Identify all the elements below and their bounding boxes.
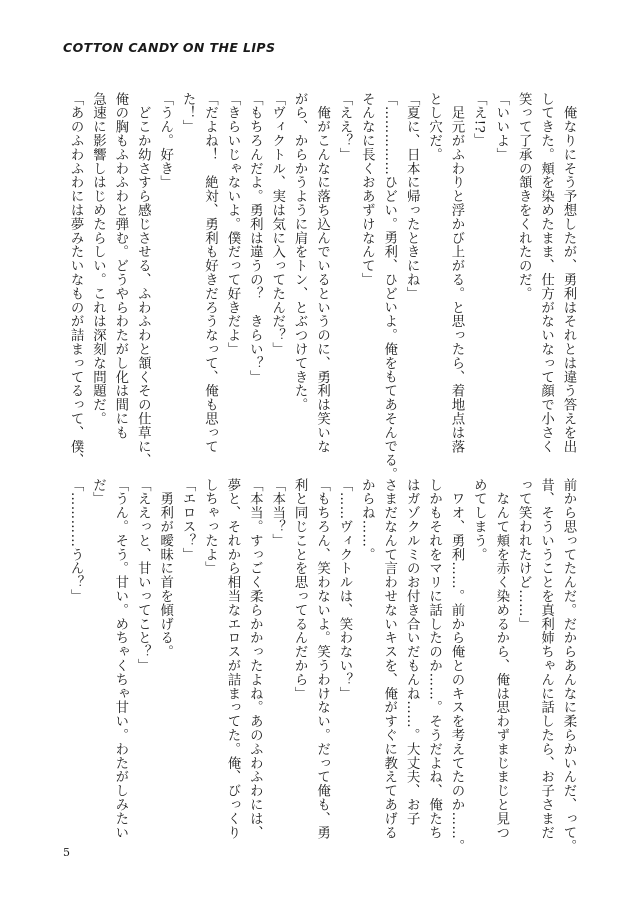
text-line: だ」 (90, 478, 106, 506)
text-line: って笑われたけど……」 (516, 478, 532, 631)
text-line: 「……………ひどい。勇利、ひどいよ。俺をもてあそんでる。 (381, 92, 397, 482)
text-line: 夢と、それから相当なエロスが詰まってた。俺、びっくり (224, 478, 240, 840)
text-line: とし穴だ。 (426, 92, 442, 162)
text-line: 前から思ってたんだ。だからあんなに柔らかいんだ、って。 (561, 478, 576, 854)
text-line: 「ええ？」 (336, 92, 352, 162)
text-line: 足元がふわりと浮かび上がる。と思ったら、着地点は落 (448, 92, 464, 454)
text-line: 「だよね！ 絶対、勇利も好きだろうなって、俺も思って (202, 92, 218, 454)
body-text-upper (64, 92, 579, 482)
text-line: しかもそれをマリに話したのか……。そうだよね、俺たち (426, 478, 442, 840)
text-line: 俺なりにそう予想したが、勇利はそれとは違う答えを出 (561, 92, 576, 454)
text-line: 「もちろん、笑わないよ。笑うわけない。だって俺も、勇 (314, 478, 330, 840)
text-line: めてしまう。 (471, 478, 487, 562)
text-line: 俺の胸もふわふわと弾む。どうやらわたがし化は間にも (112, 92, 128, 440)
running-header-title: COTTON CANDY ON THE LIPS (63, 40, 276, 55)
text-line: た！」 (180, 92, 196, 134)
text-line: 俺がこんなに落ち込んでいるというのに、勇利は笑いな (314, 92, 330, 454)
text-line: 「え!?」 (471, 92, 487, 148)
text-line: 「ええっと、甘いってこと？」 (135, 478, 151, 673)
body-text-lower (64, 478, 579, 854)
text-line: してきた。頬を染めたまま、仕方がないなって顔で小さく (538, 92, 554, 454)
text-line: 笑って了承の頷きをくれたのだ。 (516, 92, 532, 301)
text-line: がら、からかうように肩をトン、とぶつけてきた。 (292, 92, 308, 412)
text-line: 「きらいじゃないよ。僕だって好きだよ」 (224, 92, 240, 357)
text-line: 「ヴィクトル、実は気に入ってたんだ？」 (269, 92, 285, 357)
text-line: 「本当？」 (269, 478, 285, 548)
text-line: 「うん。好き」 (157, 92, 173, 190)
text-line: 「夏に、日本に帰ったときにね」 (404, 92, 420, 301)
text-line: 昔、そういうことを真利姉ちゃんに話したら、お子さまだ (538, 478, 554, 840)
text-line: 「エロス？」 (180, 478, 196, 562)
text-line: 利と同じことを思ってるんだから」 (292, 478, 308, 701)
text-line: 勇利が曖昧に首を傾げる。 (157, 478, 173, 659)
text-line: 急速に影響しはじめたらしい。これは深刻な問題だ。 (90, 92, 106, 426)
text-line: どこか幼さすら感じさせる、ふわふわと頷くその仕草に、 (135, 92, 151, 468)
text-line: ワオ、勇利……。前から俺とのキスを考えてたのか……。 (448, 478, 464, 854)
text-line: しちゃったよ」 (202, 478, 218, 576)
text-line: さまだなんて言わせないキスを、俺がすぐに教えてあげる (381, 478, 397, 840)
text-line: なんて頬を赤く染めるから、俺は思わずまじまじと見つ (493, 478, 509, 840)
text-line: 「……ヴィクトルは、笑わない？」 (336, 478, 352, 701)
text-line: 「もちろんだよ。勇利は違うの？ きらい？」 (247, 92, 263, 384)
page-number: 5 (63, 846, 70, 859)
text-line: 「いいよ」 (493, 92, 509, 162)
text-line: 「…………うん？」 (68, 478, 84, 604)
text-line: からね……。 (359, 478, 375, 562)
text-line: はガゾクルミのお付き合いだもんね……。大丈夫、お子 (404, 478, 420, 826)
text-line: 「あのふわふわには夢みたいなものが詰まってるって、僕、 (68, 92, 84, 468)
text-line: 「うん。そう。甘い。めちゃくちゃ甘い。わたがしみたい (112, 478, 128, 840)
text-line: 「本当。すっごく柔らかかったよね。あのふわふわには、 (247, 478, 263, 840)
text-line: そんなに長くおあずけなんて」 (359, 92, 375, 287)
